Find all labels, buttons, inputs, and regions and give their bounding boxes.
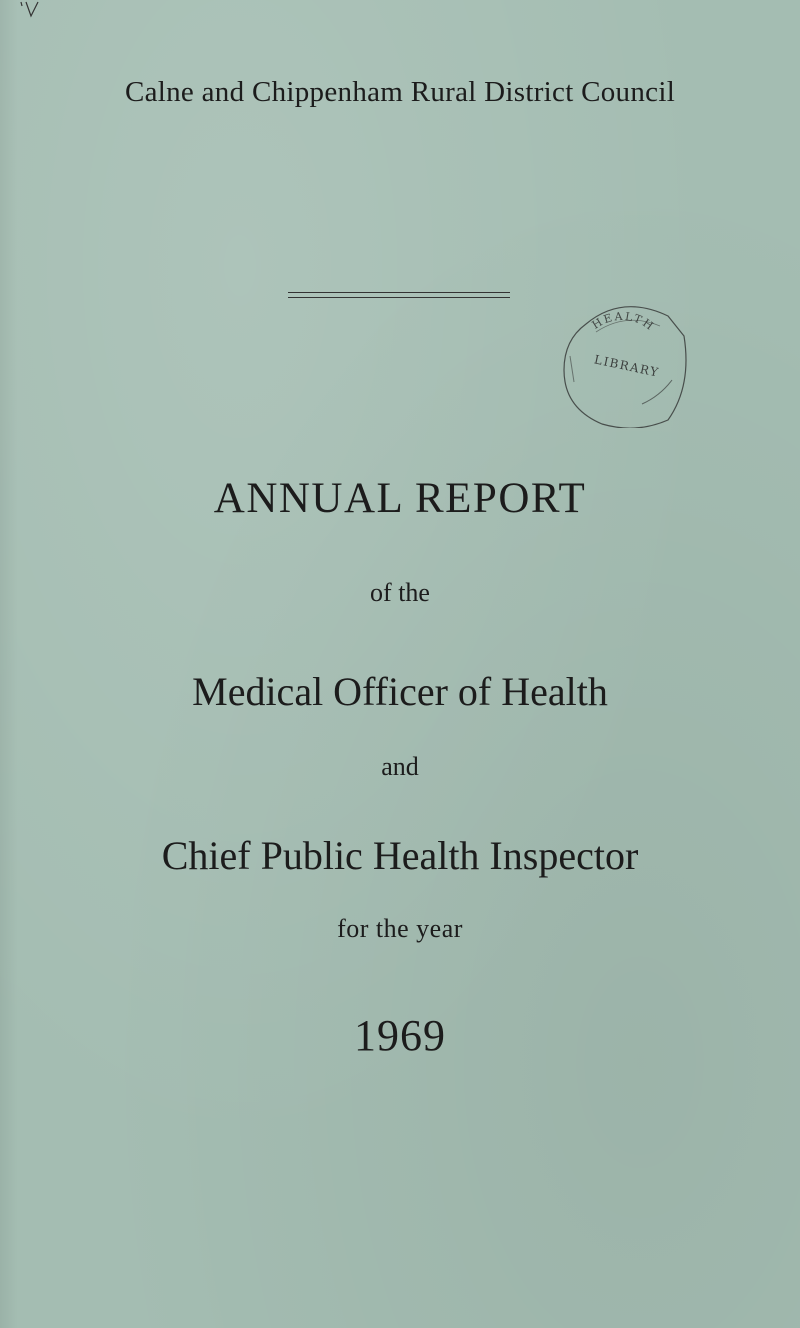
stamp-center-text: LIBRARY [592,352,661,380]
officer-title: Medical Officer of Health [192,669,608,714]
double-rule-divider [288,292,510,298]
inspector-title: Chief Public Health Inspector [161,833,639,878]
report-title: ANNUAL REPORT [213,475,587,522]
library-stamp-icon [556,296,688,428]
council-name: Calne and Chippenham Rural District Council [124,76,676,108]
for-the-year-text: for the year [337,914,463,943]
svg-text:HEALTH [590,310,657,334]
stamp-arc-text: HEALTH [589,309,658,334]
corner-pencil-mark [18,0,40,20]
report-year: 1969 [354,1011,446,1060]
of-the-text: of the [370,578,430,607]
and-text: and [381,752,419,781]
